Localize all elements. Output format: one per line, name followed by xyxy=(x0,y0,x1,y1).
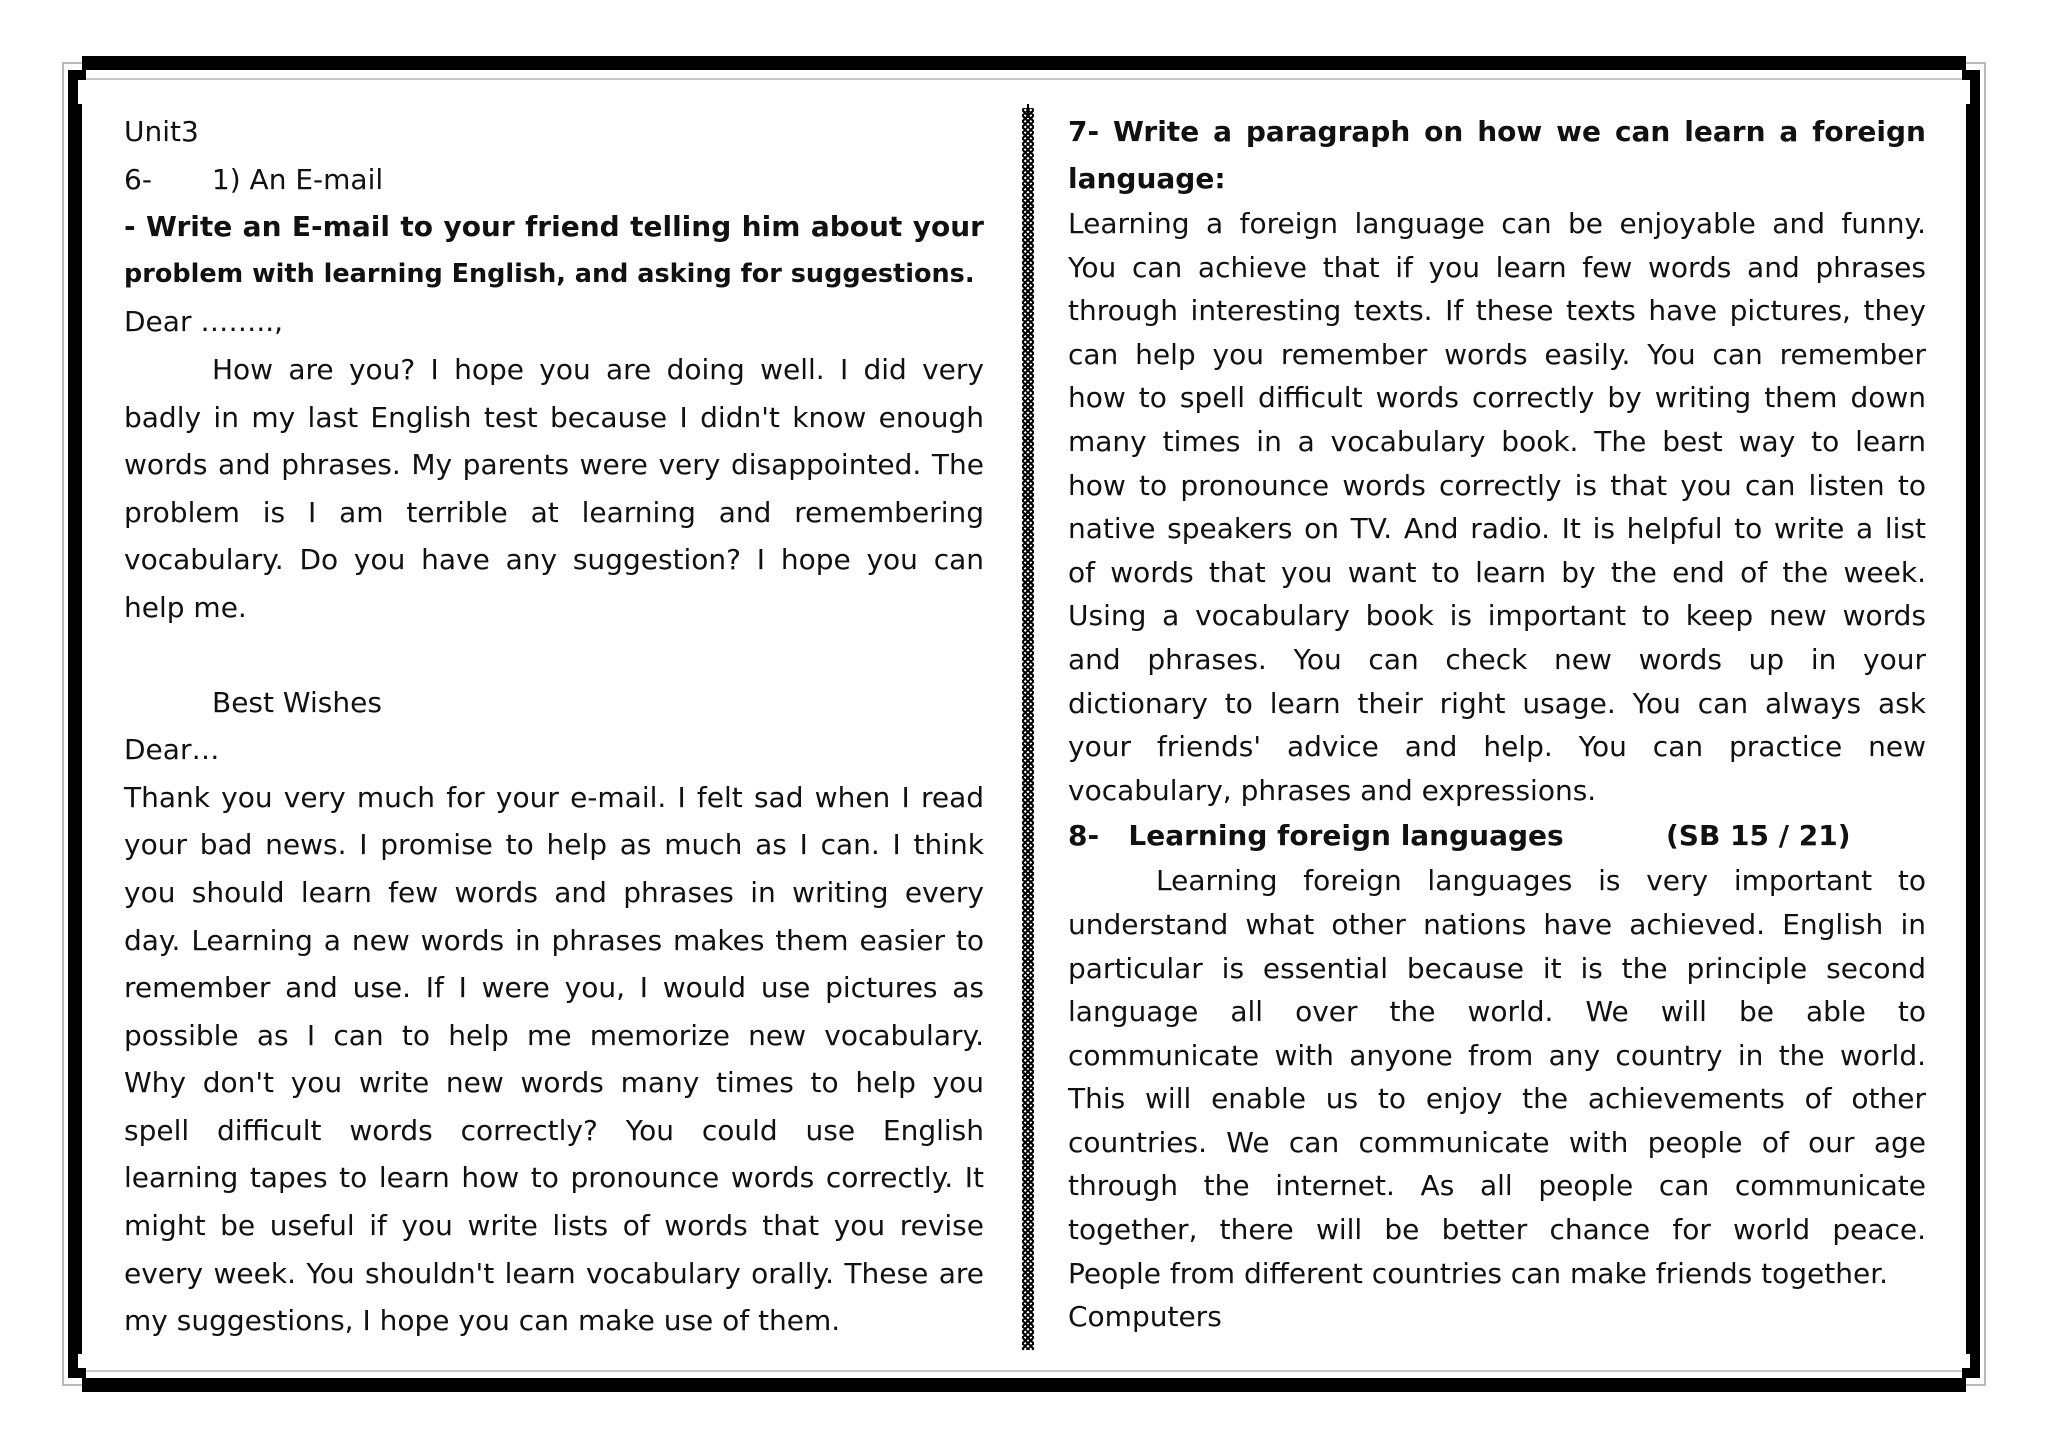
reply-body-line: Thank you very much for your e-mail. I felt sad when I read xyxy=(124,780,984,814)
reply-body-line: might be useful if you write lists of words that you revise xyxy=(124,1209,984,1243)
frame-bar-bottom xyxy=(102,1378,1946,1392)
section-7-body-line: Learning a foreign language can be enjoyable and funny. xyxy=(1068,207,1926,240)
section-7-body-line: your friends' advice and help. You can practice new xyxy=(1068,730,1926,764)
email-body-line: vocabulary. Do you have any suggestion? I hope you can xyxy=(124,543,984,577)
reply-body-line: possible as I can to help me memorize new vocabulary. xyxy=(124,1018,984,1052)
section-7-body-line: native speakers on TV. And radio. It is helpful to write a list xyxy=(1068,512,1926,546)
section-8-number: 8- xyxy=(1068,819,1100,853)
section-7-body-line: how to pronounce words correctly is that you can listen to xyxy=(1068,468,1926,502)
section-7-body-line: You can achieve that if you learn few words and phrases xyxy=(1068,250,1926,284)
corner-ornament-top-right xyxy=(1942,56,1986,100)
section-7-body-line: through interesting texts. If these texts have pictures, they xyxy=(1068,294,1926,328)
reply-body-line: learning tapes to learn how to pronounce words correctly. It xyxy=(124,1161,984,1195)
email-greeting: Dear …….., xyxy=(124,305,284,339)
reply-body-line: Why don't you write new words many times to help you xyxy=(124,1066,984,1100)
section-8-body-line: understand what other nations have achieved. English in xyxy=(1068,907,1926,941)
section-7-body-line: of words that you want to learn by the end of the week. xyxy=(1068,555,1926,589)
task-line: - Write an E-mail to your friend telling him about your xyxy=(124,210,984,244)
reply-body-line: every week. You shouldn't learn vocabulary orally. These are xyxy=(124,1256,984,1290)
email-body-line: badly in my last English test because I didn't know enough xyxy=(124,400,984,434)
section-8-reference: (SB 15 / 21) xyxy=(1666,819,1851,853)
section-title: 1) An E-mail xyxy=(211,162,384,196)
section-8-body-line: together, there will be better chance for world peace. xyxy=(1068,1213,1926,1247)
section-8-body-line: This will enable us to enjoy the achievements of other xyxy=(1068,1082,1926,1116)
frame-bar-top xyxy=(102,56,1946,70)
reply-body-line: remember and use. If I were you, I would use pictures as xyxy=(124,971,984,1005)
frame-bar-left xyxy=(68,104,82,1354)
corner-ornament-top-left xyxy=(62,56,106,100)
section-6-heading xyxy=(124,156,984,204)
frame-bar-right xyxy=(1966,104,1980,1354)
corner-ornament-bottom-left xyxy=(62,1348,106,1392)
section-7-body-line: many times in a vocabulary book. The best way to learn xyxy=(1068,424,1926,458)
corner-ornament-bottom-right xyxy=(1942,1348,1986,1392)
email-body-line: words and phrases. My parents were very disappointed. The xyxy=(124,448,984,482)
section-7-heading: 7- Write a paragraph on how we can learn a foreign xyxy=(1068,115,1926,148)
section-8-body-line: through the internet. As all people can communicate xyxy=(1068,1169,1926,1203)
section-7-body-line: Using a vocabulary book is important to keep new words xyxy=(1068,599,1926,633)
section-7-body-line: how to spell difficult words correctly by writing them down xyxy=(1068,381,1926,415)
reply-greeting: Dear… xyxy=(124,733,220,767)
section-7-body-line: vocabulary, phrases and expressions. xyxy=(1068,773,1597,807)
section-8-body-line: communicate with anyone from any country in the world. xyxy=(1068,1038,1926,1072)
section-8-body-line: particular is essential because it is the principle second xyxy=(1068,951,1926,985)
reply-body-line: you should learn few words and phrases in writing every xyxy=(124,875,984,909)
email-body-line: help me. xyxy=(124,590,247,624)
next-section-heading: Computers xyxy=(1068,1300,1222,1334)
section-8-body-line: People from different countries can make friends together. xyxy=(1068,1256,1889,1290)
column-divider xyxy=(1022,108,1034,1350)
section-number: 6- xyxy=(124,162,152,196)
unit-title: Unit3 xyxy=(124,115,199,148)
email-closing: Best Wishes xyxy=(212,685,382,719)
section-7-body-line: can help you remember words easily. You can remember xyxy=(1068,337,1926,371)
section-8-heading xyxy=(1068,812,1926,859)
task-line: problem with learning English, and asking for suggestions. xyxy=(124,258,975,289)
section-8-body-line: language all over the world. We will be able to xyxy=(1068,995,1926,1029)
section-7-body-line: and phrases. You can check new words up in your xyxy=(1068,642,1926,676)
section-7-heading: language: xyxy=(1068,162,1226,195)
section-8-title: Learning foreign languages xyxy=(1128,819,1564,853)
email-body-line: How are you? I hope you are doing well. I did very xyxy=(212,352,984,386)
section-8-body-line: countries. We can communicate with people of our age xyxy=(1068,1125,1926,1159)
reply-body-line: your bad news. I promise to help as much as I can. I think xyxy=(124,828,984,862)
left-column xyxy=(124,108,984,1345)
reply-body-line: my suggestions, I hope you can make use of them. xyxy=(124,1304,841,1338)
reply-body-line: spell difficult words correctly? You could use English xyxy=(124,1113,984,1147)
email-body-line: problem is I am terrible at learning and remembering xyxy=(124,495,984,529)
reply-body-line: day. Learning a new words in phrases makes them easier to xyxy=(124,923,984,957)
section-8-body-line: Learning foreign languages is very important to xyxy=(1156,864,1926,898)
section-7-body-line: dictionary to learn their right usage. You can always ask xyxy=(1068,686,1926,720)
right-column xyxy=(1068,108,1926,1339)
